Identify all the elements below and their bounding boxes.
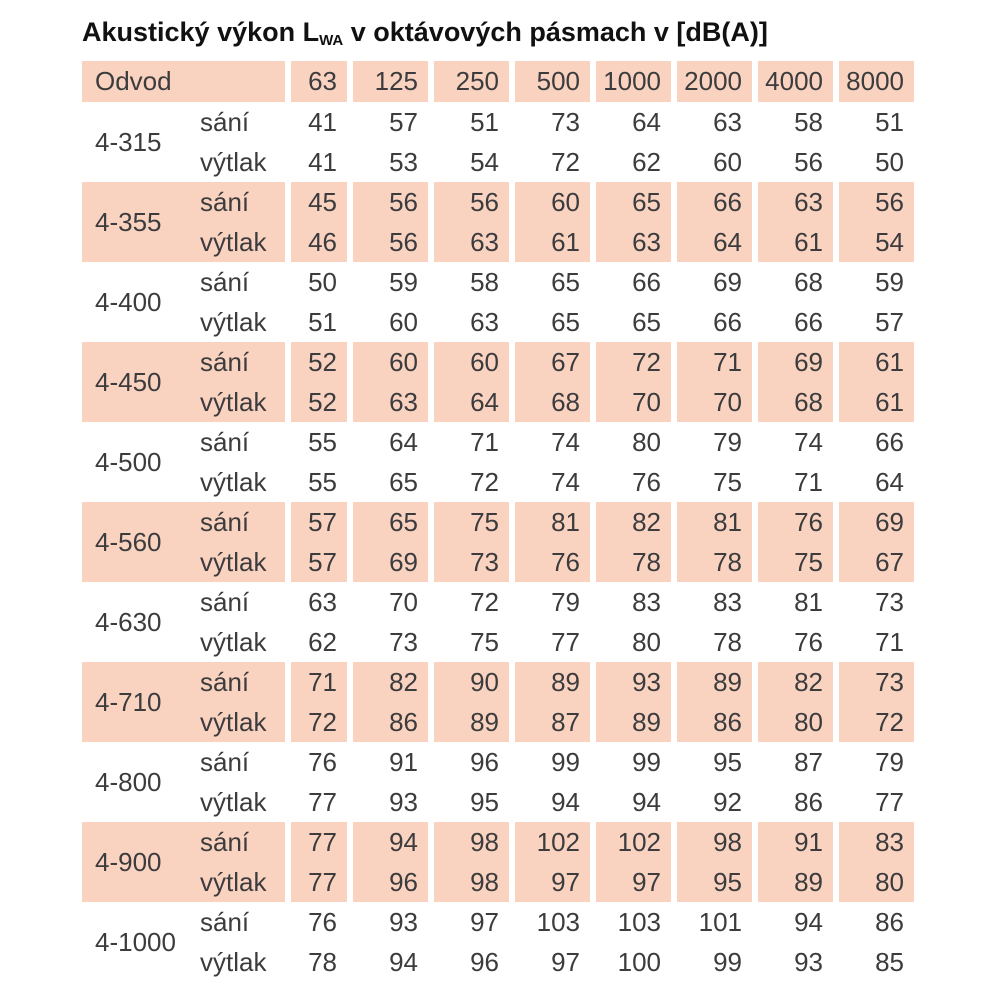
row-type-label: sání [200, 182, 285, 222]
table-body [82, 61, 914, 982]
value-cell: 94 [590, 782, 671, 822]
value-cell: 71 [671, 342, 752, 382]
header-frequency-cell: 2000 [671, 61, 752, 102]
value-cell: 46 [285, 222, 347, 262]
value-cell: 89 [671, 662, 752, 702]
table-row [82, 422, 914, 462]
model-cell: 4-450 [82, 342, 200, 422]
model-cell: 4-315 [95, 126, 162, 157]
value-cell: 63 [285, 582, 347, 622]
value-cell: 77 [285, 822, 347, 862]
value-cell: 85 [833, 942, 914, 982]
model-cell: 4-560 [82, 502, 200, 582]
model-cell: 4-500 [95, 446, 162, 477]
value-cell: 77 [509, 622, 590, 662]
value-cell: 79 [509, 582, 590, 622]
value-cell: 91 [752, 822, 833, 862]
table-row [82, 622, 914, 662]
title-subscript: WA [319, 32, 344, 49]
value-cell: 89 [509, 662, 590, 702]
table-row [82, 742, 914, 782]
value-cell: 78 [285, 942, 347, 982]
value-cell: 66 [752, 302, 833, 342]
table-row [82, 142, 914, 182]
row-type-label: výtlak [200, 626, 267, 657]
value-cell: 65 [347, 462, 428, 502]
value-cell: 52 [285, 382, 347, 422]
title-prefix: Akustický výkon L [82, 17, 320, 47]
value-cell: 96 [428, 942, 509, 982]
value-cell: 72 [590, 342, 671, 382]
value-cell: 41 [285, 102, 347, 142]
value-cell: 97 [428, 902, 509, 942]
model-cell: 4-710 [82, 662, 200, 742]
value-cell: 63 [347, 382, 428, 422]
value-cell: 67 [833, 542, 914, 582]
value-cell: 68 [509, 382, 590, 422]
table-row [82, 862, 914, 902]
header-frequency-cell: 500 [509, 61, 590, 102]
value-cell: 82 [590, 502, 671, 542]
model-cell: 4-400 [95, 286, 162, 317]
value-cell: 75 [428, 502, 509, 542]
value-cell: 75 [428, 622, 509, 662]
value-cell: 56 [428, 182, 509, 222]
value-cell: 89 [752, 862, 833, 902]
value-cell: 65 [509, 262, 590, 302]
row-type-label: výtlak [200, 702, 285, 742]
title-suffix: v oktávových pásmach v [dB(A)] [343, 17, 768, 47]
value-cell: 81 [509, 502, 590, 542]
value-cell: 54 [833, 222, 914, 262]
value-cell: 98 [671, 822, 752, 862]
value-cell: 63 [752, 182, 833, 222]
value-cell: 59 [833, 262, 914, 302]
value-cell: 64 [671, 222, 752, 262]
value-cell: 75 [671, 462, 752, 502]
value-cell: 60 [428, 342, 509, 382]
value-cell: 77 [285, 782, 347, 822]
value-cell: 75 [752, 542, 833, 582]
value-cell: 86 [833, 902, 914, 942]
value-cell: 65 [590, 182, 671, 222]
value-cell: 63 [671, 102, 752, 142]
value-cell: 67 [509, 342, 590, 382]
value-cell: 83 [590, 582, 671, 622]
value-cell: 50 [833, 142, 914, 182]
value-cell: 66 [590, 262, 671, 302]
value-cell: 62 [285, 622, 347, 662]
table-row [82, 382, 914, 422]
value-cell: 60 [347, 302, 428, 342]
row-type-label: sání [200, 822, 285, 862]
table-header-row [82, 61, 914, 102]
value-cell: 94 [347, 942, 428, 982]
value-cell: 51 [428, 102, 509, 142]
value-cell: 60 [347, 342, 428, 382]
value-cell: 51 [833, 102, 914, 142]
value-cell: 78 [671, 542, 752, 582]
value-cell: 77 [833, 782, 914, 822]
value-cell: 95 [671, 742, 752, 782]
value-cell: 58 [428, 262, 509, 302]
value-cell: 95 [428, 782, 509, 822]
value-cell: 74 [509, 462, 590, 502]
value-cell: 92 [671, 782, 752, 822]
value-cell: 90 [428, 662, 509, 702]
row-type-label: výtlak [200, 542, 285, 582]
row-type-label: sání [200, 106, 250, 137]
value-cell: 55 [285, 422, 347, 462]
value-cell: 101 [671, 902, 752, 942]
row-type-label: sání [200, 502, 285, 542]
value-cell: 56 [833, 182, 914, 222]
value-cell: 63 [428, 222, 509, 262]
value-cell: 65 [347, 502, 428, 542]
value-cell: 86 [752, 782, 833, 822]
value-cell: 73 [833, 582, 914, 622]
value-cell: 71 [833, 622, 914, 662]
value-cell: 50 [285, 262, 347, 302]
value-cell: 68 [752, 262, 833, 302]
value-cell: 61 [833, 382, 914, 422]
value-cell: 79 [833, 742, 914, 782]
value-cell: 94 [509, 782, 590, 822]
value-cell: 52 [285, 342, 347, 382]
value-cell: 83 [671, 582, 752, 622]
table-row [82, 822, 914, 862]
value-cell: 80 [590, 422, 671, 462]
value-cell: 103 [509, 902, 590, 942]
row-type-label: výtlak [200, 222, 285, 262]
value-cell: 66 [671, 182, 752, 222]
model-cell: 4-800 [95, 766, 162, 797]
table-row [82, 342, 914, 382]
value-cell: 100 [590, 942, 671, 982]
value-cell: 93 [347, 902, 428, 942]
value-cell: 78 [590, 542, 671, 582]
value-cell: 68 [752, 382, 833, 422]
acoustic-power-table [82, 61, 914, 982]
value-cell: 60 [671, 142, 752, 182]
row-type-label: sání [200, 266, 250, 297]
value-cell: 65 [590, 302, 671, 342]
table-row [82, 102, 914, 142]
value-cell: 73 [428, 542, 509, 582]
value-cell: 97 [509, 942, 590, 982]
value-cell: 45 [285, 182, 347, 222]
row-type-label: sání [200, 662, 285, 702]
value-cell: 72 [428, 582, 509, 622]
value-cell: 64 [428, 382, 509, 422]
value-cell: 94 [347, 822, 428, 862]
value-cell: 65 [509, 302, 590, 342]
value-cell: 63 [428, 302, 509, 342]
header-frequency-cell: 250 [428, 61, 509, 102]
value-cell: 102 [590, 822, 671, 862]
value-cell: 69 [671, 262, 752, 302]
row-type-label: sání [200, 906, 250, 937]
value-cell: 69 [347, 542, 428, 582]
table-row [82, 782, 914, 822]
header-frequency-cell: 63 [285, 61, 347, 102]
value-cell: 64 [833, 462, 914, 502]
value-cell: 82 [347, 662, 428, 702]
value-cell: 71 [285, 662, 347, 702]
value-cell: 95 [671, 862, 752, 902]
value-cell: 86 [671, 702, 752, 742]
value-cell: 41 [285, 142, 347, 182]
value-cell: 57 [285, 542, 347, 582]
table-row [82, 262, 914, 302]
value-cell: 80 [833, 862, 914, 902]
row-type-label: výtlak [200, 306, 267, 337]
value-cell: 93 [347, 782, 428, 822]
value-cell: 97 [590, 862, 671, 902]
model-cell: 4-900 [82, 822, 200, 902]
value-cell: 102 [509, 822, 590, 862]
value-cell: 56 [347, 182, 428, 222]
table-row [82, 462, 914, 502]
table-row [82, 702, 914, 742]
row-type-label: výtlak [200, 786, 267, 817]
value-cell: 55 [285, 462, 347, 502]
value-cell: 61 [752, 222, 833, 262]
value-cell: 93 [590, 662, 671, 702]
value-cell: 98 [428, 862, 509, 902]
value-cell: 87 [752, 742, 833, 782]
value-cell: 81 [671, 502, 752, 542]
header-frequency-cell: 8000 [833, 61, 914, 102]
value-cell: 91 [347, 742, 428, 782]
table-row [82, 662, 914, 702]
value-cell: 76 [752, 622, 833, 662]
row-type-label: výtlak [200, 946, 267, 977]
value-cell: 66 [671, 302, 752, 342]
value-cell: 70 [671, 382, 752, 422]
model-cell: 4-630 [95, 606, 162, 637]
value-cell: 76 [590, 462, 671, 502]
value-cell: 72 [285, 702, 347, 742]
value-cell: 81 [752, 582, 833, 622]
table-row [82, 902, 914, 942]
table-row [82, 542, 914, 582]
value-cell: 103 [590, 902, 671, 942]
table-row [82, 582, 914, 622]
value-cell: 57 [833, 302, 914, 342]
value-cell: 96 [428, 742, 509, 782]
header-odvod-cell: Odvod [82, 61, 285, 102]
value-cell: 99 [509, 742, 590, 782]
value-cell: 73 [509, 102, 590, 142]
value-cell: 64 [590, 102, 671, 142]
value-cell: 89 [590, 702, 671, 742]
table-row [82, 182, 914, 222]
row-type-label: sání [200, 746, 250, 777]
value-cell: 64 [347, 422, 428, 462]
row-type-label: výtlak [200, 466, 267, 497]
value-cell: 72 [509, 142, 590, 182]
value-cell: 69 [752, 342, 833, 382]
value-cell: 76 [285, 742, 347, 782]
value-cell: 51 [285, 302, 347, 342]
value-cell: 72 [428, 462, 509, 502]
header-frequency-cell: 4000 [752, 61, 833, 102]
value-cell: 63 [590, 222, 671, 262]
value-cell: 93 [752, 942, 833, 982]
table-row [82, 302, 914, 342]
value-cell: 80 [590, 622, 671, 662]
value-cell: 79 [671, 422, 752, 462]
value-cell: 87 [509, 702, 590, 742]
value-cell: 53 [347, 142, 428, 182]
row-type-label: výtlak [200, 382, 285, 422]
header-frequency-cell: 125 [347, 61, 428, 102]
value-cell: 66 [833, 422, 914, 462]
value-cell: 77 [285, 862, 347, 902]
value-cell: 74 [752, 422, 833, 462]
row-type-label: sání [200, 342, 285, 382]
value-cell: 70 [347, 582, 428, 622]
value-cell: 61 [833, 342, 914, 382]
value-cell: 78 [671, 622, 752, 662]
value-cell: 56 [347, 222, 428, 262]
page-title [82, 17, 925, 48]
row-type-label: výtlak [200, 146, 267, 177]
value-cell: 62 [590, 142, 671, 182]
value-cell: 73 [347, 622, 428, 662]
value-cell: 69 [833, 502, 914, 542]
model-cell: 4-355 [82, 182, 200, 262]
table-row [82, 942, 914, 982]
value-cell: 57 [347, 102, 428, 142]
value-cell: 56 [752, 142, 833, 182]
value-cell: 72 [833, 702, 914, 742]
value-cell: 58 [752, 102, 833, 142]
row-type-label: výtlak [200, 862, 285, 902]
value-cell: 83 [833, 822, 914, 862]
value-cell: 59 [347, 262, 428, 302]
value-cell: 82 [752, 662, 833, 702]
header-frequency-cell: 1000 [590, 61, 671, 102]
value-cell: 76 [509, 542, 590, 582]
value-cell: 74 [509, 422, 590, 462]
value-cell: 70 [590, 382, 671, 422]
value-cell: 96 [347, 862, 428, 902]
value-cell: 94 [752, 902, 833, 942]
value-cell: 99 [590, 742, 671, 782]
value-cell: 80 [752, 702, 833, 742]
value-cell: 71 [428, 422, 509, 462]
value-cell: 86 [347, 702, 428, 742]
row-type-label: sání [200, 586, 250, 617]
value-cell: 61 [509, 222, 590, 262]
value-cell: 76 [285, 902, 347, 942]
row-type-label: sání [200, 426, 250, 457]
value-cell: 71 [752, 462, 833, 502]
value-cell: 89 [428, 702, 509, 742]
model-cell: 4-1000 [95, 926, 176, 957]
value-cell: 57 [285, 502, 347, 542]
value-cell: 73 [833, 662, 914, 702]
table-row [82, 222, 914, 262]
value-cell: 60 [509, 182, 590, 222]
value-cell: 76 [752, 502, 833, 542]
table-row [82, 502, 914, 542]
value-cell: 54 [428, 142, 509, 182]
value-cell: 98 [428, 822, 509, 862]
value-cell: 97 [509, 862, 590, 902]
value-cell: 99 [671, 942, 752, 982]
